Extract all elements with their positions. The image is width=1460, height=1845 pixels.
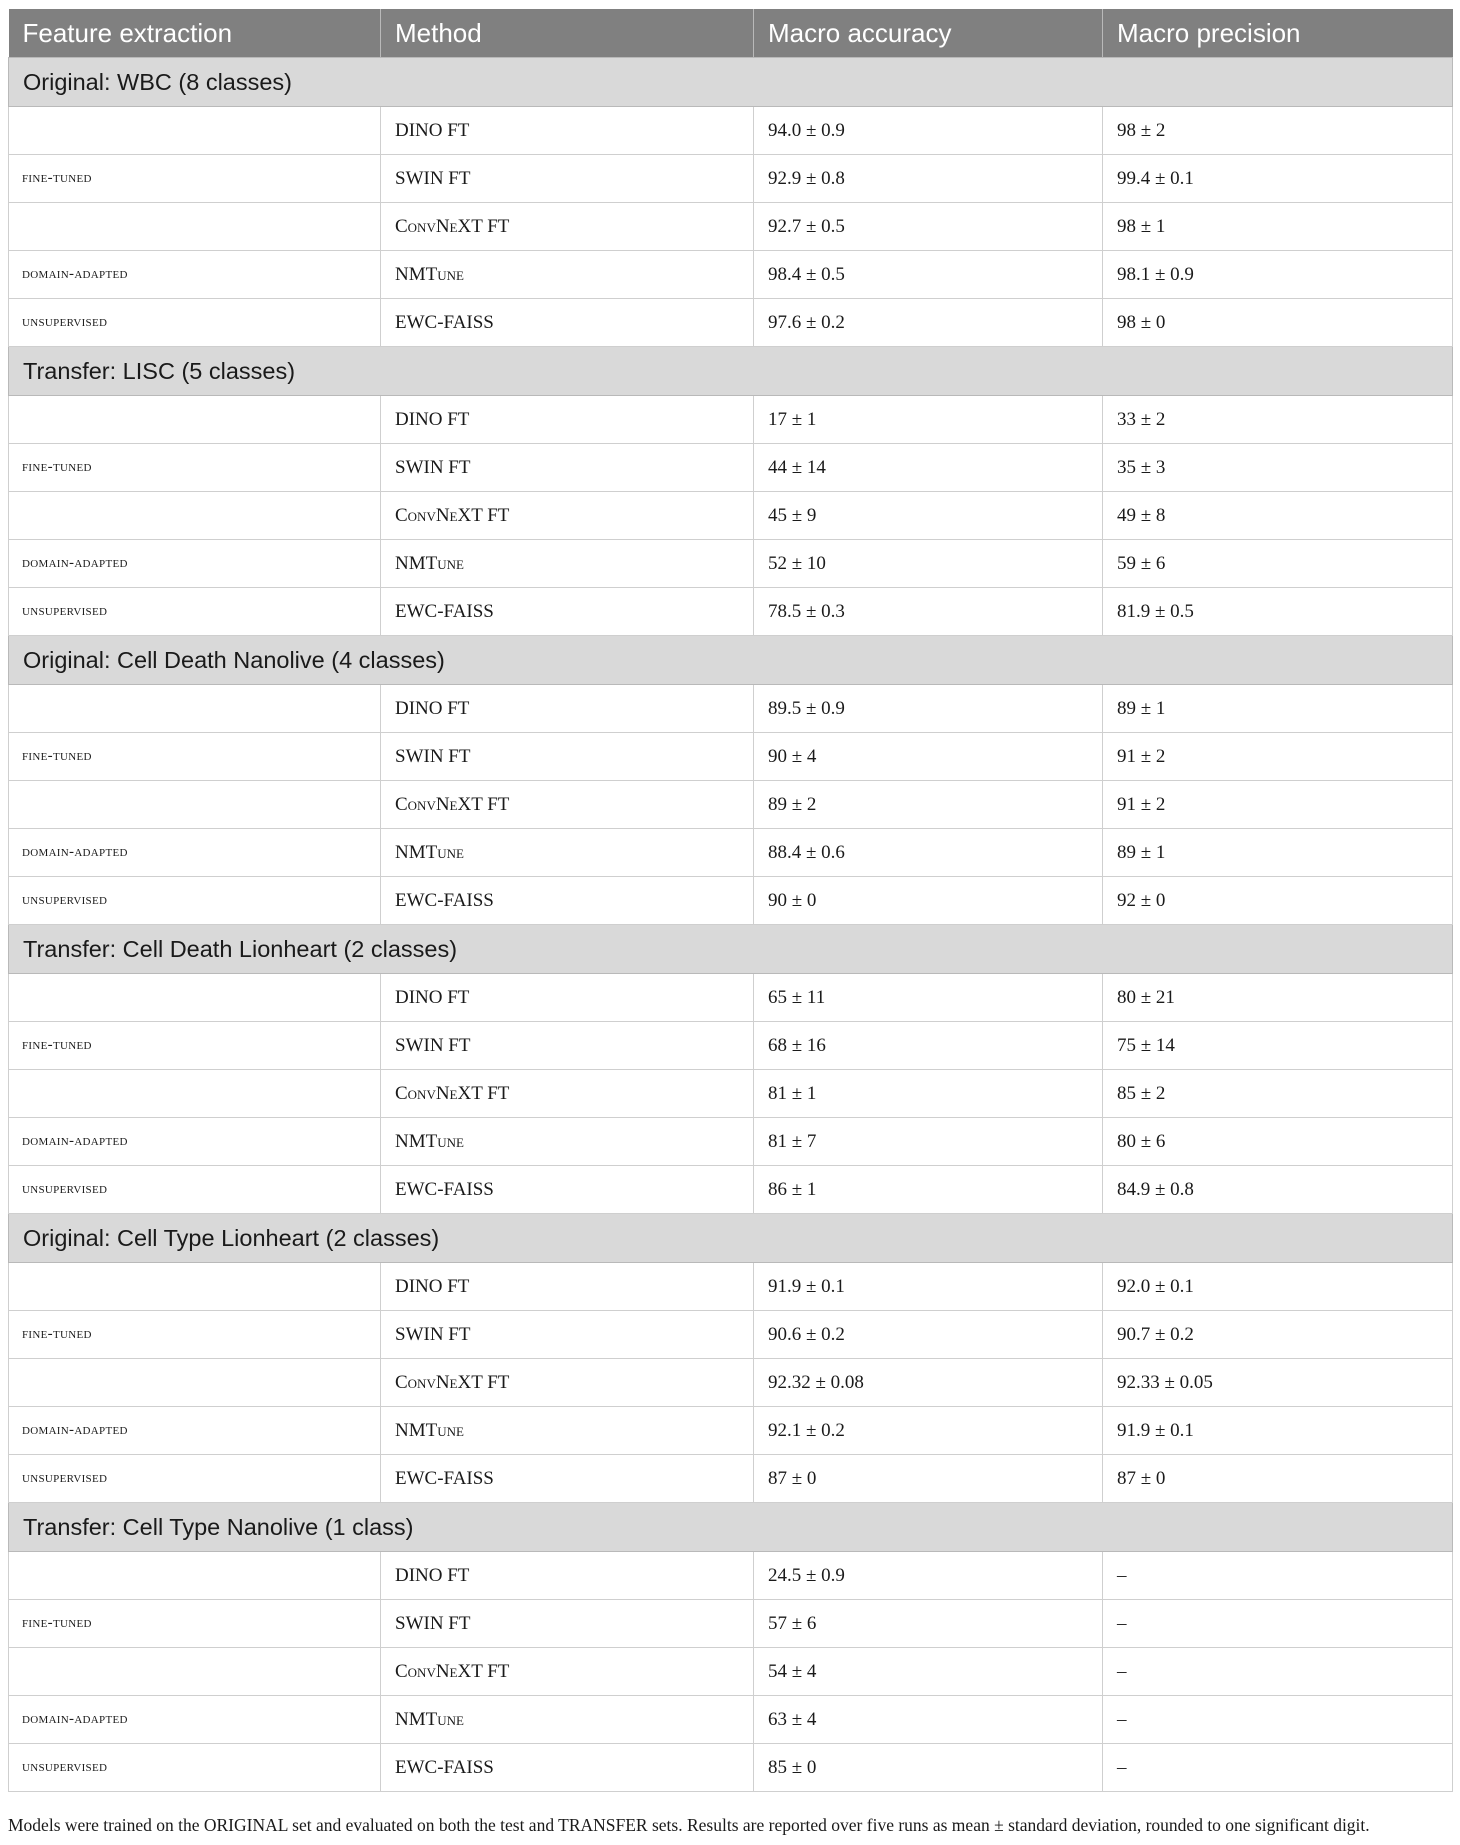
category-cell [9,781,381,829]
table-row [9,107,1453,155]
accuracy-cell: 90 ± 4 [754,733,1103,781]
section-row [9,58,1453,107]
accuracy-cell: 65 ± 11 [754,974,1103,1022]
category-cell [9,107,381,155]
method-cell: EWC-FAISS [381,877,754,925]
precision-cell: 49 ± 8 [1103,492,1453,540]
precision-cell: 91 ± 2 [1103,781,1453,829]
precision-cell: 33 ± 2 [1103,396,1453,444]
accuracy-cell: 45 ± 9 [754,492,1103,540]
table-row [9,1166,1453,1214]
category-cell: fine-tuned [9,1022,381,1070]
table-row [9,685,1453,733]
table-row [9,251,1453,299]
section-row [9,925,1453,974]
method-cell: SWIN FT [381,155,754,203]
accuracy-cell: 85 ± 0 [754,1744,1103,1792]
category-cell [9,974,381,1022]
category-cell [9,1648,381,1696]
category-cell [9,1263,381,1311]
method-cell: SWIN FT [381,444,754,492]
table-row [9,1648,1453,1696]
method-cell: EWC-FAISS [381,588,754,636]
accuracy-cell: 57 ± 6 [754,1600,1103,1648]
category-cell [9,1359,381,1407]
table-row [9,396,1453,444]
precision-cell: 59 ± 6 [1103,540,1453,588]
category-cell: unsupervised [9,588,381,636]
accuracy-cell: 87 ± 0 [754,1455,1103,1503]
category-cell: fine-tuned [9,155,381,203]
method-cell: NMTune [381,251,754,299]
method-cell: ConvNeXT FT [381,1070,754,1118]
table-row [9,299,1453,347]
method-cell: DINO FT [381,974,754,1022]
section-title: Original: WBC (8 classes) [9,58,1453,107]
table-row [9,1263,1453,1311]
precision-cell: 92.33 ± 0.05 [1103,1359,1453,1407]
method-cell: EWC-FAISS [381,1744,754,1792]
header-feature-extraction: Feature extraction [9,9,381,58]
precision-cell: 91 ± 2 [1103,733,1453,781]
table-row [9,974,1453,1022]
precision-cell: 89 ± 1 [1103,829,1453,877]
precision-cell: 80 ± 21 [1103,974,1453,1022]
accuracy-cell: 52 ± 10 [754,540,1103,588]
header-macro-precision: Macro precision [1103,9,1453,58]
method-cell: SWIN FT [381,1311,754,1359]
accuracy-cell: 63 ± 4 [754,1696,1103,1744]
precision-cell: 84.9 ± 0.8 [1103,1166,1453,1214]
category-cell: domain-adapted [9,540,381,588]
precision-cell: 98 ± 2 [1103,107,1453,155]
accuracy-cell: 98.4 ± 0.5 [754,251,1103,299]
precision-cell: 98 ± 0 [1103,299,1453,347]
accuracy-cell: 86 ± 1 [754,1166,1103,1214]
category-cell [9,685,381,733]
method-cell: DINO FT [381,107,754,155]
accuracy-cell: 94.0 ± 0.9 [754,107,1103,155]
precision-cell: 98.1 ± 0.9 [1103,251,1453,299]
precision-cell: – [1103,1696,1453,1744]
category-cell: domain-adapted [9,829,381,877]
precision-cell: 85 ± 2 [1103,1070,1453,1118]
precision-cell: – [1103,1744,1453,1792]
category-cell [9,203,381,251]
section-row [9,1503,1453,1552]
accuracy-cell: 88.4 ± 0.6 [754,829,1103,877]
section-title: Transfer: LISC (5 classes) [9,347,1453,396]
category-cell: unsupervised [9,877,381,925]
precision-cell: – [1103,1552,1453,1600]
category-cell [9,492,381,540]
table-row [9,588,1453,636]
method-cell: DINO FT [381,1263,754,1311]
accuracy-cell: 92.9 ± 0.8 [754,155,1103,203]
category-cell: domain-adapted [9,1407,381,1455]
precision-cell: 92.0 ± 0.1 [1103,1263,1453,1311]
category-cell: domain-adapted [9,251,381,299]
accuracy-cell: 54 ± 4 [754,1648,1103,1696]
method-cell: SWIN FT [381,1022,754,1070]
category-cell: fine-tuned [9,733,381,781]
section-row [9,347,1453,396]
accuracy-cell: 78.5 ± 0.3 [754,588,1103,636]
precision-cell: 80 ± 6 [1103,1118,1453,1166]
precision-cell: 91.9 ± 0.1 [1103,1407,1453,1455]
table-row [9,733,1453,781]
section-title: Transfer: Cell Death Lionheart (2 classes) [9,925,1453,974]
table-row [9,203,1453,251]
table-row [9,1118,1453,1166]
header-row [9,9,1453,58]
method-cell: ConvNeXT FT [381,781,754,829]
precision-cell: 92 ± 0 [1103,877,1453,925]
method-cell: ConvNeXT FT [381,492,754,540]
table-row [9,1744,1453,1792]
category-cell: unsupervised [9,1455,381,1503]
table-row [9,1359,1453,1407]
section-row [9,1214,1453,1263]
precision-cell: 35 ± 3 [1103,444,1453,492]
method-cell: EWC-FAISS [381,1166,754,1214]
accuracy-cell: 89 ± 2 [754,781,1103,829]
precision-cell: 99.4 ± 0.1 [1103,155,1453,203]
category-cell: fine-tuned [9,1311,381,1359]
method-cell: ConvNeXT FT [381,1359,754,1407]
table-row [9,1455,1453,1503]
table-row [9,444,1453,492]
category-cell: unsupervised [9,1744,381,1792]
table-row [9,1600,1453,1648]
table-body [9,58,1453,1792]
header-macro-accuracy: Macro accuracy [754,9,1103,58]
precision-cell: 89 ± 1 [1103,685,1453,733]
table-row [9,829,1453,877]
accuracy-cell: 89.5 ± 0.9 [754,685,1103,733]
section-title: Original: Cell Death Nanolive (4 classes) [9,636,1453,685]
category-cell [9,1070,381,1118]
category-cell [9,1552,381,1600]
table-row [9,540,1453,588]
accuracy-cell: 68 ± 16 [754,1022,1103,1070]
method-cell: SWIN FT [381,1600,754,1648]
table-row [9,781,1453,829]
results-table [8,9,1453,1792]
table-row [9,1696,1453,1744]
table-row [9,155,1453,203]
table-footnote: Models were trained on the ORIGINAL set and evaluated on both the test and TRANSFER sets. Results are reported over five runs as mean ± standard deviation, rounded to one significant digit. [8,1815,1370,1835]
precision-cell: 75 ± 14 [1103,1022,1453,1070]
accuracy-cell: 92.32 ± 0.08 [754,1359,1103,1407]
method-cell: DINO FT [381,685,754,733]
accuracy-cell: 92.1 ± 0.2 [754,1407,1103,1455]
category-cell: fine-tuned [9,1600,381,1648]
method-cell: NMTune [381,540,754,588]
accuracy-cell: 90.6 ± 0.2 [754,1311,1103,1359]
category-cell: unsupervised [9,1166,381,1214]
category-cell: domain-adapted [9,1118,381,1166]
precision-cell: 81.9 ± 0.5 [1103,588,1453,636]
method-cell: EWC-FAISS [381,1455,754,1503]
results-table-container [8,9,1452,1792]
category-cell: domain-adapted [9,1696,381,1744]
table-row [9,1022,1453,1070]
table-row [9,1552,1453,1600]
accuracy-cell: 17 ± 1 [754,396,1103,444]
section-row [9,636,1453,685]
section-title: Original: Cell Type Lionheart (2 classes) [9,1214,1453,1263]
accuracy-cell: 90 ± 0 [754,877,1103,925]
header-method: Method [381,9,754,58]
accuracy-cell: 81 ± 1 [754,1070,1103,1118]
method-cell: NMTune [381,829,754,877]
table-row [9,1070,1453,1118]
method-cell: DINO FT [381,396,754,444]
precision-cell: 90.7 ± 0.2 [1103,1311,1453,1359]
method-cell: ConvNeXT FT [381,203,754,251]
precision-cell: – [1103,1600,1453,1648]
table-row [9,492,1453,540]
method-cell: NMTune [381,1696,754,1744]
table-row [9,1407,1453,1455]
method-cell: NMTune [381,1407,754,1455]
accuracy-cell: 92.7 ± 0.5 [754,203,1103,251]
table-row [9,877,1453,925]
precision-cell: 87 ± 0 [1103,1455,1453,1503]
category-cell: unsupervised [9,299,381,347]
accuracy-cell: 81 ± 7 [754,1118,1103,1166]
precision-cell: – [1103,1648,1453,1696]
accuracy-cell: 97.6 ± 0.2 [754,299,1103,347]
accuracy-cell: 91.9 ± 0.1 [754,1263,1103,1311]
method-cell: DINO FT [381,1552,754,1600]
accuracy-cell: 44 ± 14 [754,444,1103,492]
method-cell: ConvNeXT FT [381,1648,754,1696]
category-cell: fine-tuned [9,444,381,492]
accuracy-cell: 24.5 ± 0.9 [754,1552,1103,1600]
section-title: Transfer: Cell Type Nanolive (1 class) [9,1503,1453,1552]
method-cell: EWC-FAISS [381,299,754,347]
method-cell: NMTune [381,1118,754,1166]
method-cell: SWIN FT [381,733,754,781]
category-cell [9,396,381,444]
table-row [9,1311,1453,1359]
precision-cell: 98 ± 1 [1103,203,1453,251]
